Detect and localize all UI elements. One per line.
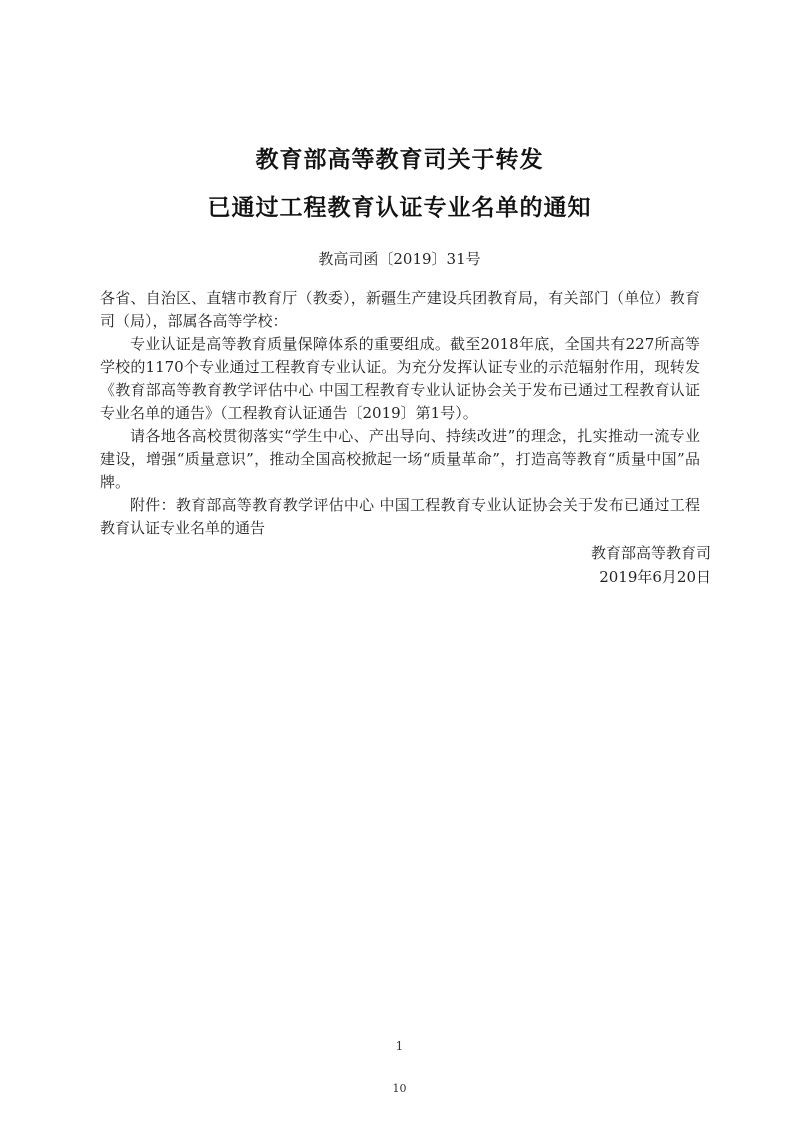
body-paragraph-2: 请各地各高校贯彻落实“学生中心、产出导向、持续改进”的理念，扎实推动一流专业建设，增强“质量意识”，推动全国高校掀起一场“质量革命”，打造高等教育“质量中国”品牌。 — [100, 427, 700, 491]
title-line-1: 教育部高等教育司关于转发 — [255, 147, 544, 173]
body-paragraph-1: 专业认证是高等教育质量保障体系的重要组成。截至2018年底，全国共有227所高等学校的1170个专业通过工程教育专业认证。为充分发挥认证专业的示范辐射作用，现转发《教育部高等教育教学评估中心 中国工程教育专业认证协会关于发布已通过工程教育认证专业名单的通告》（工程教育认证通告〔2019〕第1号）。 — [100, 335, 700, 422]
document-number: 教高司函〔2019〕31号 — [318, 250, 481, 268]
addressee-paragraph: 各省、自治区、直辖市教育厅（教委），新疆生产建设兵团教育局，有关部门（单位）教育司（局），部属各高等学校： — [100, 289, 700, 330]
outer-page-number: 10 — [392, 1082, 407, 1095]
document-body — [100, 287, 700, 540]
issue-date: 2019年6月20日 — [599, 568, 711, 586]
inner-page-number: 1 — [395, 1039, 404, 1053]
title-line-2: 已通过工程教育认证专业名单的通知 — [207, 195, 592, 221]
issuer-name: 教育部高等教育司 — [590, 544, 711, 562]
attachment-paragraph: 附件：教育部高等教育教学评估中心 中国工程教育专业认证协会关于发布已通过工程教育认证专业名单的通告 — [100, 496, 700, 537]
signature-block — [591, 541, 711, 589]
